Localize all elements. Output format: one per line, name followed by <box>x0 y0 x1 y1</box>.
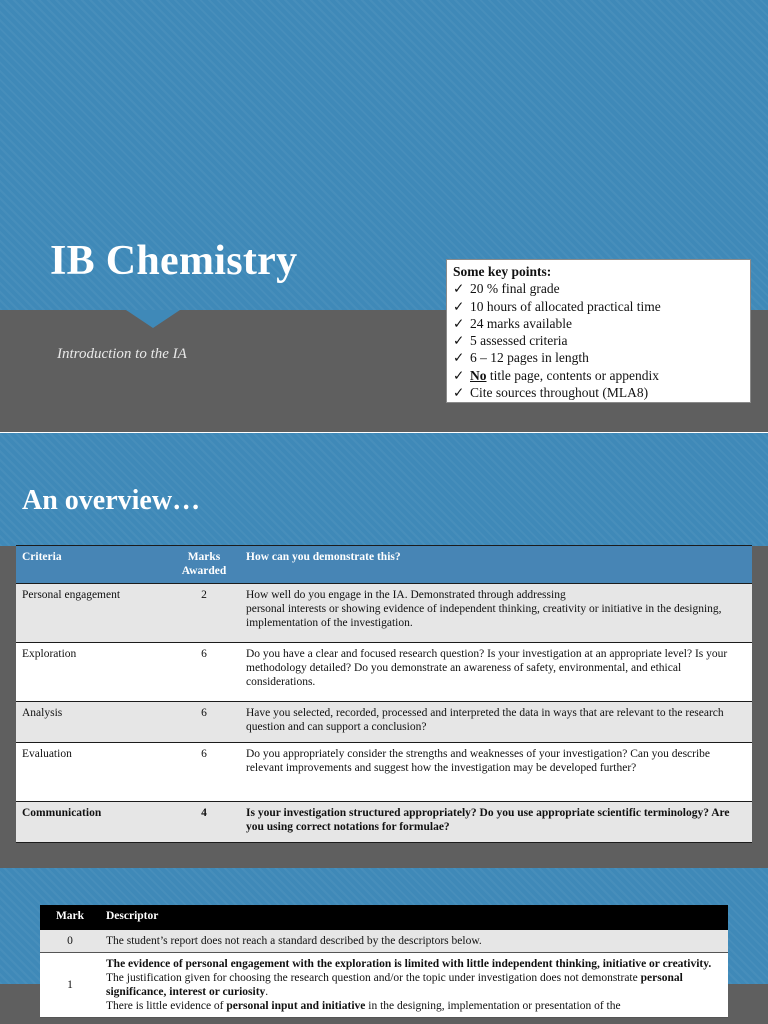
marks-cell: 4 <box>168 801 240 842</box>
table-row <box>40 930 728 953</box>
key-points-heading: Some key points: <box>453 264 552 279</box>
checkmark-icon: ✓ <box>453 315 465 331</box>
key-point-item <box>453 367 744 384</box>
column-header-mark: Mark <box>40 905 100 930</box>
table-row <box>40 953 728 1018</box>
description-cell: Have you selected, recorded, processed and interpreted the data in ways that are relevant to the research question and can support a conclusion? <box>240 701 752 742</box>
description-cell: Is your investigation structured appropriately? Do you use appropriate scientific terminology? Are you using correct notations for formulae? <box>240 801 752 842</box>
descriptor-text: . <box>265 986 269 998</box>
table-row <box>16 583 752 642</box>
marks-cell: 6 <box>168 642 240 701</box>
key-point-item <box>453 384 744 401</box>
descriptor-line <box>106 999 722 1013</box>
checkmark-icon: ✓ <box>453 367 465 383</box>
marks-cell: 6 <box>168 742 240 801</box>
table-row <box>16 642 752 701</box>
column-header-demonstrate: How can you demonstrate this? <box>240 546 752 584</box>
checkmark-icon: ✓ <box>453 281 465 297</box>
criteria-cell: Personal engagement <box>16 583 168 642</box>
criteria-cell: Analysis <box>16 701 168 742</box>
checkmark-icon: ✓ <box>453 385 465 401</box>
description-cell: Do you appropriately consider the strengths and weaknesses of your investigation? Can you describe relevant improvements and suggest how the investigation may be developed further? <box>240 742 752 801</box>
mark-cell: 1 <box>40 953 100 1018</box>
description-cell: Do you have a clear and focused research question? Is your investigation at an appropriate level? Is your methodology detailed? Do you demonstrate an awareness of safety, environmental, and ethical considerations. <box>240 642 752 701</box>
criteria-cell: Communication <box>16 801 168 842</box>
descriptor-cell <box>100 953 728 1018</box>
mark-descriptor-table <box>40 905 728 1018</box>
descriptor-emphasis: personal significance, interest or curiosity <box>106 972 683 998</box>
criteria-table <box>16 545 752 843</box>
marks-cell: 2 <box>168 583 240 642</box>
descriptor-emphasis: personal input and initiative <box>226 1000 366 1012</box>
criteria-header-row <box>16 546 752 584</box>
key-point-emphasis: No <box>470 367 487 383</box>
key-point-item <box>453 280 744 297</box>
key-points-list <box>453 280 744 401</box>
mark-cell: 0 <box>40 930 100 953</box>
table-row <box>16 701 752 742</box>
checkmark-icon: ✓ <box>453 350 465 366</box>
table-row <box>16 801 752 842</box>
descriptor-text: in the designing, implementation or presentation of the <box>365 1000 621 1012</box>
key-point-item <box>453 298 744 315</box>
descriptor-lead: The evidence of personal engagement with the exploration is limited with little independent thinking, initiative or creativity. <box>106 958 712 970</box>
table-row <box>16 742 752 801</box>
descriptor-slide <box>0 868 768 1024</box>
criteria-cell: Evaluation <box>16 742 168 801</box>
key-point-item <box>453 349 744 366</box>
key-point-text: 6 – 12 pages in length <box>470 350 589 366</box>
column-header-descriptor: Descriptor <box>100 905 728 930</box>
descriptor-header-row <box>40 905 728 930</box>
key-point-item <box>453 315 744 332</box>
band-notch <box>126 310 180 328</box>
key-point-text: 24 marks available <box>470 315 572 331</box>
descriptor-text: There is little evidence of <box>106 1000 227 1012</box>
checkmark-icon: ✓ <box>453 333 465 349</box>
key-point-text: 20 % final grade <box>470 281 560 297</box>
overview-heading: An overview… <box>22 485 201 516</box>
overview-slide <box>0 432 768 868</box>
key-point-text: title page, contents or appendix <box>486 367 659 383</box>
key-point-item <box>453 332 744 349</box>
column-header-criteria: Criteria <box>16 546 168 584</box>
criteria-cell: Exploration <box>16 642 168 701</box>
key-point-text: 10 hours of allocated practical time <box>470 298 661 314</box>
descriptor-line <box>106 971 722 999</box>
slide-title: IB Chemistry <box>50 238 298 284</box>
slide-subtitle: Introduction to the IA <box>57 346 187 362</box>
marks-cell: 6 <box>168 701 240 742</box>
description-cell: How well do you engage in the IA. Demonstrated through addressing personal interests or showing evidence of independent thinking, creativity or initiative in the designing, implementation of the investigation. <box>240 583 752 642</box>
checkmark-icon: ✓ <box>453 298 465 314</box>
descriptor-cell: The student’s report does not reach a standard described by the descriptors below. <box>100 930 728 953</box>
column-header-marks: Marks Awarded <box>168 546 240 584</box>
title-slide <box>0 0 768 432</box>
key-point-text: 5 assessed criteria <box>470 333 568 349</box>
key-point-text: Cite sources throughout (MLA8) <box>470 385 649 401</box>
key-points-box <box>446 259 751 403</box>
descriptor-text: The justification given for choosing the research question and/or the topic under investigation does not demonstrate <box>106 972 641 984</box>
